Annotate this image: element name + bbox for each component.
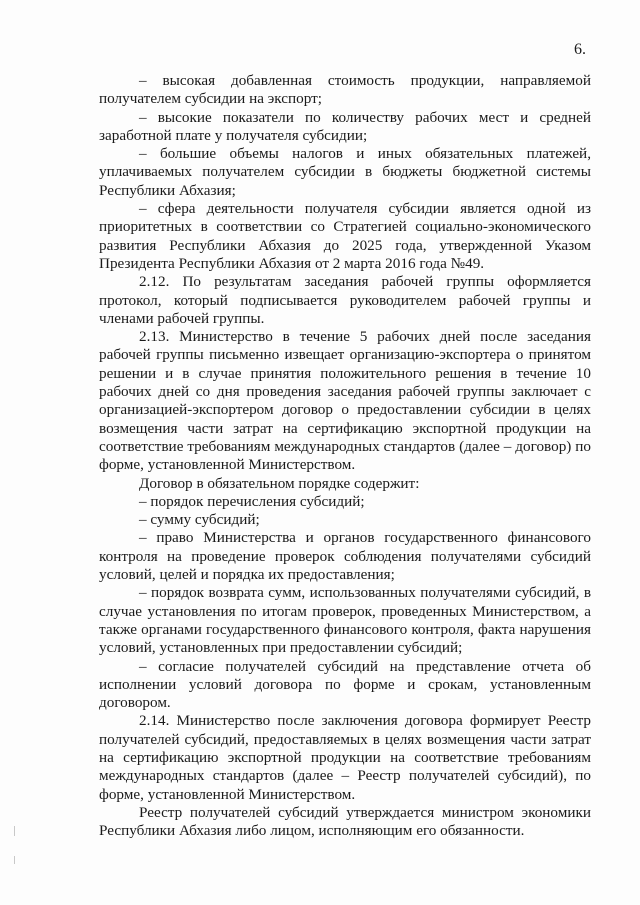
paragraph-2-13: 2.13. Министерство в течение 5 рабочих дней после заседания рабочей группы письменно извещает организацию-экспортера о принятом решении и в случае принятия положительного решения в течение 10 рабочих дней со дня проведения заседания рабочей группы заключает с организацией-экспортером договор о предоставлении субсидии в целях возмещения части затрат на сертификацию экспортной продукции на соответствие требованиям международных стандартов (далее – договор) по форме, установленной Министерством. [99, 328, 591, 474]
paragraph-2-14: 2.14. Министерство после заключения договора формирует Реестр получателей субсидий, предоставляемых в целях возмещения части затрат на сертификацию экспортной продукции на соответствие требованиям международных стандартов (далее – Реестр получателей субсидий), по форме, установленной Министерством. [99, 712, 591, 803]
paragraph-criterion-jobs-salary: – высокие показатели по количеству рабочих мест и средней заработной плате у получателя субсидии; [99, 108, 591, 144]
page-number: 6. [574, 41, 586, 58]
scan-artifact [14, 826, 15, 836]
paragraph-contract-contents: Договор в обязательном порядке содержит: [139, 474, 420, 492]
list-item-control-right: – право Министерства и органов государственного финансового контроля на проведение проверок соблюдения получателями субсидий условий, целей и порядка их предоставления; [99, 529, 591, 584]
paragraph-2-12: 2.12. По результатам заседания рабочей группы оформляется протокол, который подписывается руководителем рабочей группы и членами рабочей группы. [99, 273, 591, 327]
list-item-transfer-procedure: – порядок перечисления субсидий; [139, 492, 365, 510]
paragraph-criterion-taxes: – большие объемы налогов и иных обязательных платежей, уплачиваемых получателем субсидии в бюджеты бюджетной системы Республики Абхазия; [99, 145, 591, 199]
body-text [99, 72, 591, 840]
list-item-refund-procedure: – порядок возврата сумм, использованных получателями субсидий, в случае установления по итогам проверок, проведенных Министерством, а также органами государственного финансового контроля, факта нарушения условий, установленных при предоставлении субсидий; [99, 584, 591, 657]
scan-artifact [14, 856, 15, 864]
paragraph-criterion-priority-sector: – сфера деятельности получателя субсидии является одной из приоритетных в соответствии со Стратегией социально-экономического развития Республики Абхазия до 2025 года, утвержденной Указом Президента Республики Абхазия от 2 марта 2016 года №49. [99, 200, 591, 272]
list-item-report-consent: – согласие получателей субсидий на представление отчета об исполнении условий договора по форме и срокам, установленным договором. [99, 657, 591, 712]
paragraph-registry-approval: Реестр получателей субсидий утверждается министром экономики Республики Абхазия либо лицом, исполняющим его обязанности. [99, 803, 591, 840]
list-item-subsidy-amount: – сумму субсидий; [139, 511, 260, 529]
paragraph-criterion-value-added: – высокая добавленная стоимость продукции, направляемой получателем субсидии на экспорт; [99, 72, 591, 108]
